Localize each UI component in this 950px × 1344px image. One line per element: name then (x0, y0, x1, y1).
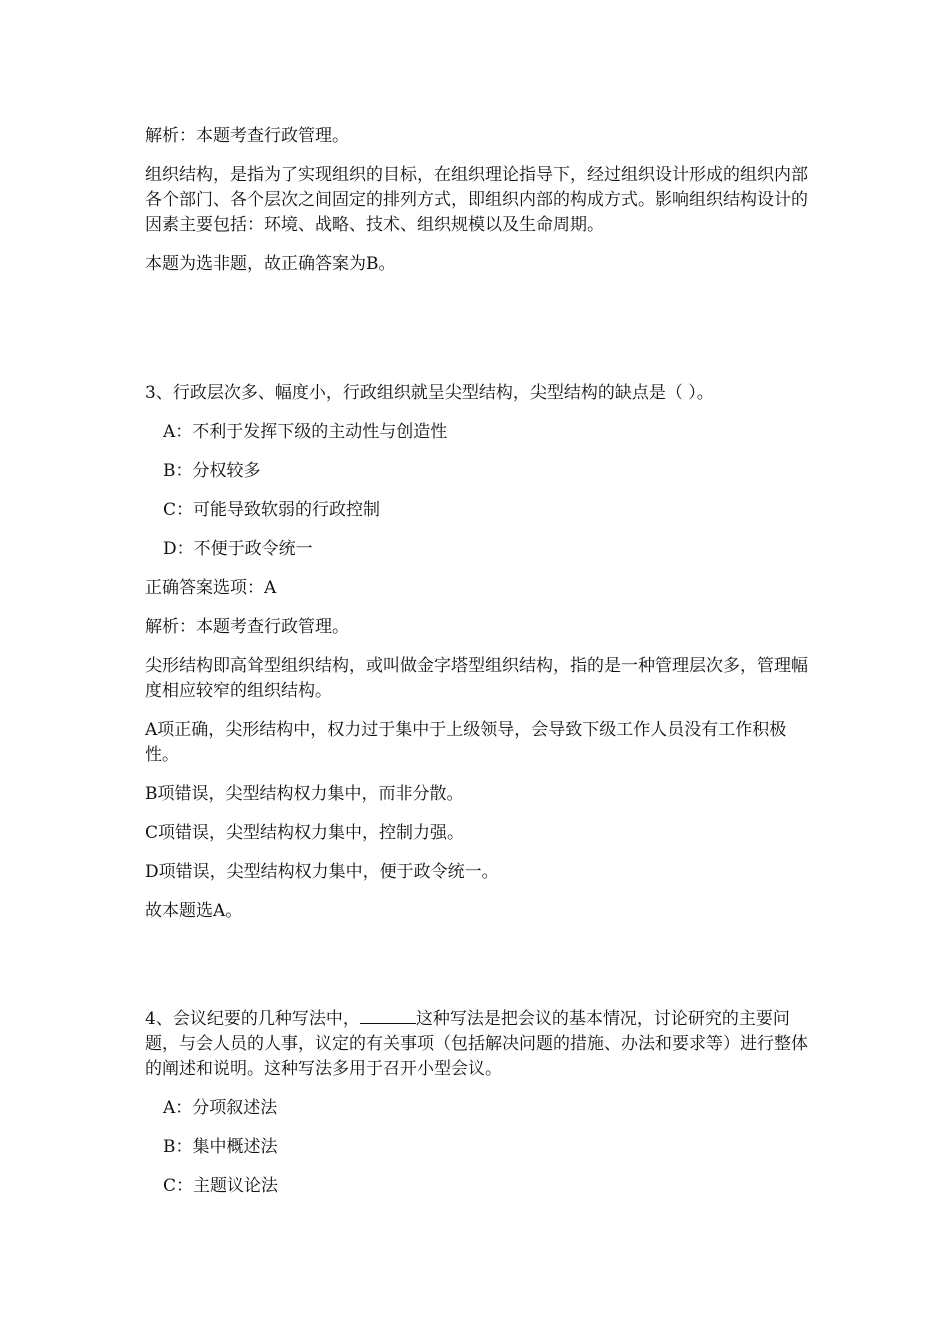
option-d: D：不便于政令统一 (163, 539, 313, 559)
analysis-paragraph: 组织结构，是指为了实现组织的目标，在组织理论指导下，经过组织设计形成的组织内部各个部门、各个层次之间固定的排列方式，即组织内部的构成方式。影响组织结构设计的因素主要包括：环境、战略、技术、组织规模以及生命周期。 (145, 165, 808, 235)
explanation-paragraph: 尖形结构即高耸型组织结构，或叫做金字塔型组织结构，指的是一种管理层次多，管理幅度相应较窄的组织结构。 (145, 656, 808, 701)
explanation-paragraph: D项错误，尖型结构权力集中，便于政令统一。 (145, 862, 499, 882)
explanation-paragraph: A项正确，尖形结构中，权力过于集中于上级领导，会导致下级工作人员没有工作积极性。 (145, 720, 787, 765)
fill-blank (360, 1006, 416, 1024)
question-stem: 3、行政层次多、幅度小，行政组织就呈尖型结构，尖型结构的缺点是（ ）。 (145, 383, 714, 403)
option-b: B：集中概述法 (163, 1137, 278, 1157)
option-a: A：不利于发挥下级的主动性与创造性 (163, 422, 448, 442)
option-c: C：可能导致软弱的行政控制 (163, 500, 381, 520)
explanation-paragraph: C项错误，尖型结构权力集中，控制力强。 (145, 823, 465, 843)
question-4 (145, 1006, 810, 1199)
question-stem (145, 1006, 810, 1082)
option-a: A：分项叙述法 (163, 1098, 278, 1118)
stem-before-blank: 4、会议纪要的几种写法中， (145, 1009, 360, 1029)
explanation-conclusion: 故本题选A。 (145, 901, 243, 921)
question-3 (145, 381, 810, 924)
prev-analysis-section (145, 124, 810, 277)
correct-answer: 正确答案选项：A (145, 578, 277, 598)
analysis-label: 解析：本题考查行政管理。 (145, 126, 349, 146)
stem-after-blank: 这种写法是把会议的基本情况，讨论研究的主要问题，与会人员的人事，议定的有关事项（包括解决问题的措施、办法和要求等）进行整体的阐述和说明。这种写法多用于召开小型会议。 (145, 1009, 808, 1079)
analysis-label: 解析：本题考查行政管理。 (145, 617, 349, 637)
analysis-conclusion: 本题为选非题，故正确答案为B。 (145, 254, 396, 274)
option-c: C：主题议论法 (163, 1176, 279, 1196)
option-b: B：分权较多 (163, 461, 261, 481)
explanation-paragraph: B项错误，尖型结构权力集中，而非分散。 (145, 784, 464, 804)
